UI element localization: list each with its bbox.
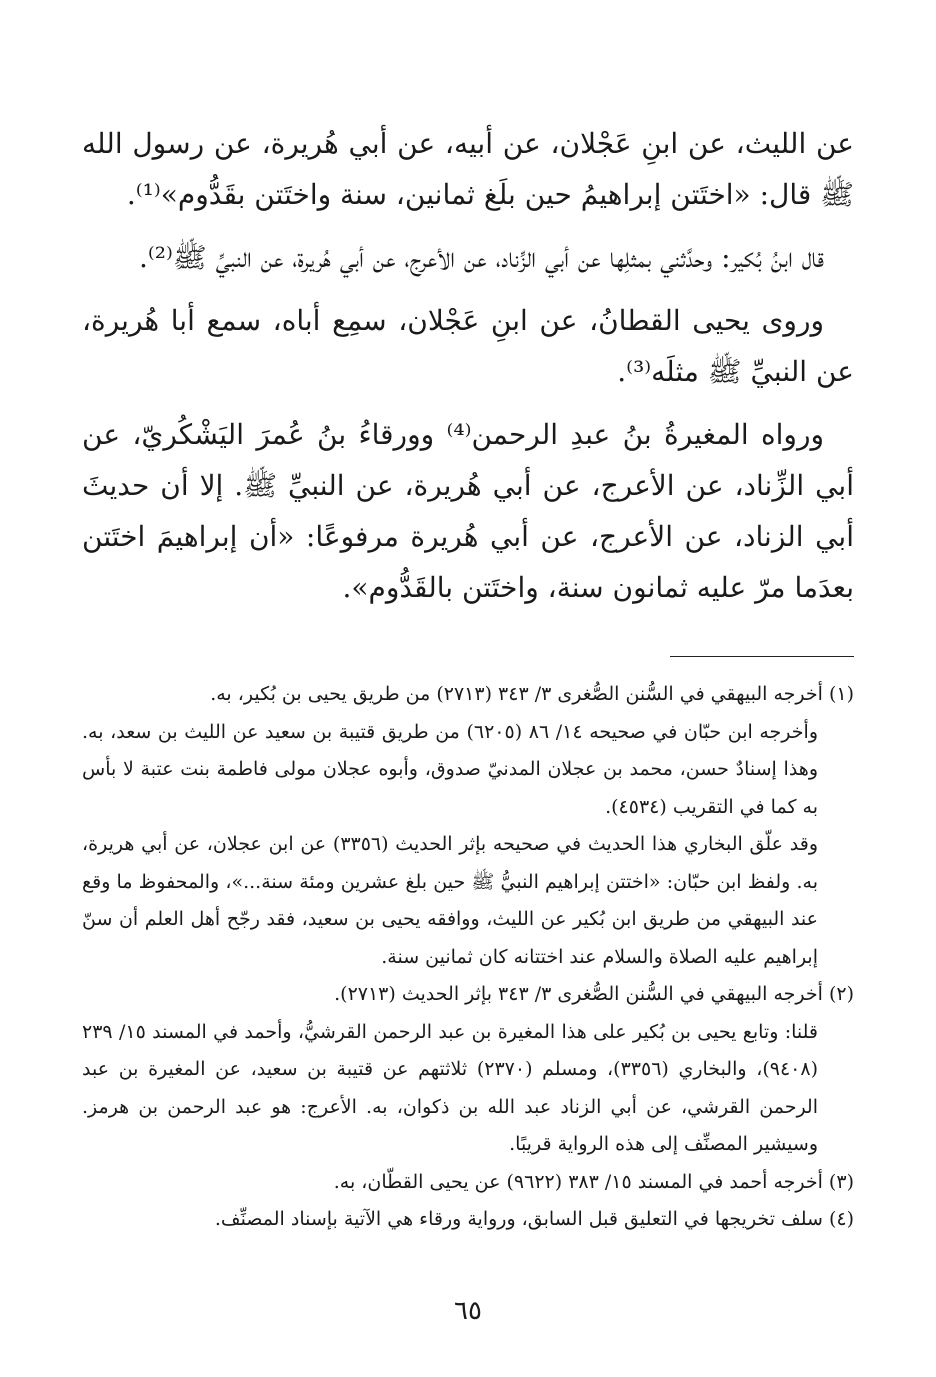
footnotes (82, 676, 854, 1239)
footnote-2-continuation: قلنا: وتابع يحيى بن بُكير على هذا المغيرة بن عبد الرحمن القرشيُّ، وأحمد في المسند ١٥/ ٢٣٩ (٩٤٠٨)، والبخاري (٣٣٥٦)، ومسلم (٢٣٧٠) ثلاثتهم عن قتيبة بن سعيد، عن المغيرة بن عبد الرحمن القرشي، عن أبي الزناد عبد الله بن ذكوان، به. الأعرج: هو عبد الرحمن بن هرمز. وسيشير المصنِّف إلى هذه الرواية قريبًا. (82, 1020, 818, 1155)
footnote-1: (١) أخرجه البيهقي في السُّنن الصُّغرى ٣/ ٣٤٣ (٢٧١٣) من طريق يحيى بن بُكير، به. (210, 683, 854, 705)
main-paragraph-4: ورواه المغيرةُ بنُ عبدِ الرحمن⁽⁴⁾ وورقاءُ بنُ عُمرَ اليَشْكُريّ، عن أبي الزِّناد، عن الأعرج، عن أبي هُريرة، عن النبيِّ ﷺ. إلا أن حديثَ أبي الزناد، عن الأعرج، عن أبي هُريرة مرفوعًا: «أن إبراهيمَ اختَتن بعدَما مرّ عليه ثمانون سنة، واختَتن بالقَدُّوم». (82, 418, 854, 604)
footnote-3: (٣) أخرجه أحمد في المسند ١٥/ ٣٨٣ (٩٦٢٢) عن يحيى القطّان، به. (333, 1170, 854, 1193)
main-paragraph-1: عن الليث، عن ابنِ عَجْلان، عن أبيه، عن أبي هُريرة، عن رسول الله ﷺ قال: «اختَتن إبراهيمُ حين بلَغ ثمانين، سنة واختَتن بقَدُّوم»⁽¹⁾. (82, 127, 854, 211)
footnote-1-continuation-a: وأخرجه ابن حبّان في صحيحه ١٤/ ٨٦ (٦٢٠٥) من طريق قتيبة بن سعيد عن الليث بن سعد، به. وهذا إسنادٌ حسن، محمد بن عجلان المدنيّ صدوق، وأبوه عجلان مولى فاطمة بنت عتبة لا بأس به كما في التقريب (٤٥٣٤). (82, 720, 818, 818)
main-paragraph-2: قال ابنُ بُكير: وحدَّثني بمثلِها عن أبي الزِّناد، عن الأعرج، عن أبي هُريرة، عن النبيِّ ﷺ⁽²⁾. (138, 241, 824, 274)
page-number: ٦٥ (454, 1296, 482, 1326)
footnote-4: (٤) سلف تخريجها في التعليق قبل السابق، ورواية ورقاء هي الآتية بإسناد المصنِّف. (214, 1208, 854, 1230)
footnote-separator (670, 656, 854, 657)
footnote-2: (٢) أخرجه البيهقي في السُّنن الصُّغرى ٣/ ٣٤٣ بإثر الحديث (٢٧١٣). (334, 983, 854, 1005)
footnote-1-continuation-b: وقد علّق البخاري هذا الحديث في صحيحه بإثر الحديث (٣٣٥٦) عن ابن عجلان، عن أبي هريرة، به. ولفظ ابن حبّان: «اختتن إبراهيم النبيُّ ﷺ حين بلغ عشرين ومئة سنة...»، والمحفوظ ما وقع عند البيهقي من طريق ابن بُكير عن الليث، ووافقه يحيى بن سعيد، فقد رجّح أهل العلم أن سنّ إبراهيم عليه الصلاة والسلام عند اختتانه كان ثمانين سنة. (82, 833, 818, 968)
main-text (82, 118, 854, 625)
main-paragraph-3: وروى يحيى القطانُ، عن ابنِ عَجْلان، سمِع أباه، سمع أبا هُريرة، عن النبيِّ ﷺ مثلَه⁽³⁾. (82, 304, 854, 388)
